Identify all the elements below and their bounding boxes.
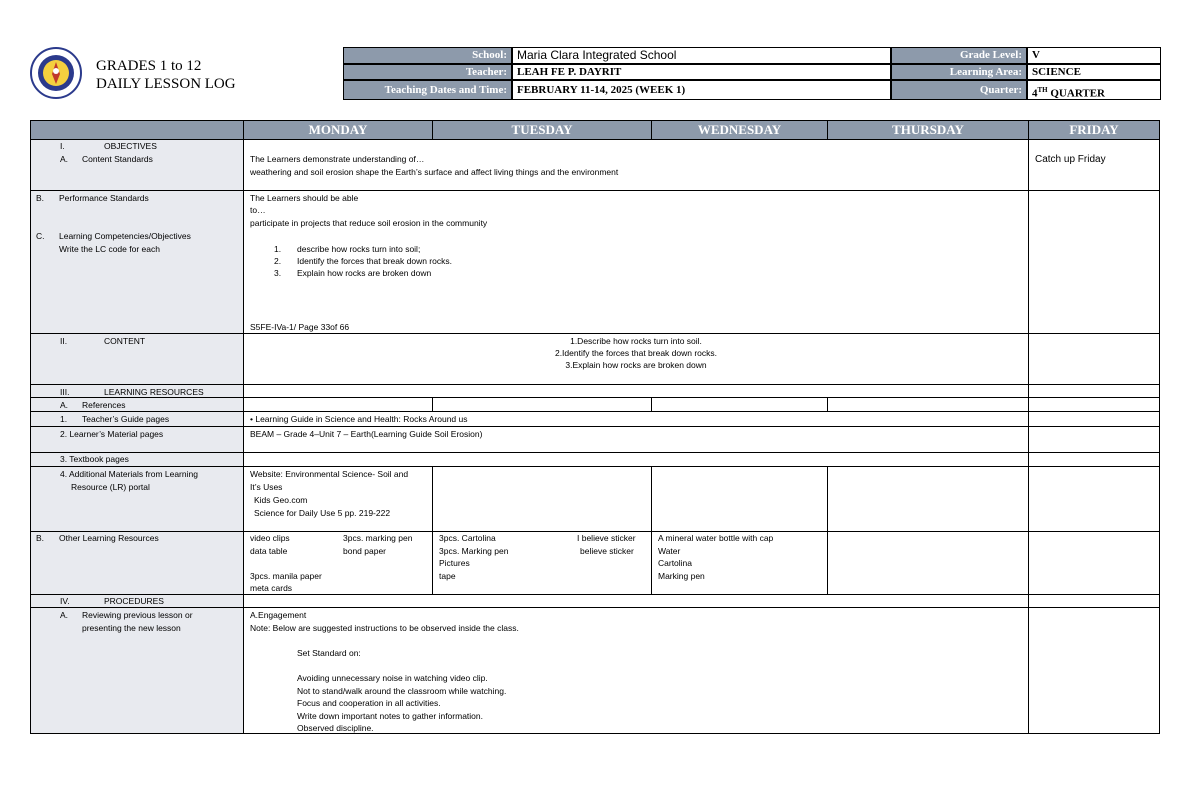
wed-resource: Water — [658, 546, 681, 556]
performance-standards-num: B. — [36, 193, 45, 203]
textbook-label: 3. Textbook pages — [60, 454, 129, 464]
reviewing-label1: Reviewing previous lesson or — [82, 610, 193, 620]
other-resources-num: B. — [36, 533, 45, 543]
reviewing-num: A. — [60, 610, 69, 620]
additional-label1: 4. Additional Materials from Learning — [60, 469, 198, 479]
competencies-label1: Learning Competencies/Objectives — [59, 231, 191, 241]
additional-line3: Kids Geo.com — [254, 495, 308, 505]
additional-line4: Science for Daily Use 5 pp. 219-222 — [254, 508, 391, 518]
wed-resource: Cartolina — [658, 558, 693, 568]
mon-resource: meta cards — [250, 583, 293, 593]
objectives-num: I. — [60, 141, 65, 151]
resources-num: III. — [60, 387, 70, 397]
reviewing-label2: presenting the new lesson — [82, 623, 181, 633]
content-line1: 1.Describe how rocks turn into soil. — [570, 336, 702, 346]
additional-label2: Resource (LR) portal — [71, 482, 150, 492]
performance-standards-line1: The Learners should be able — [250, 193, 359, 203]
teacher-value: LEAH FE P. DAYRIT — [512, 64, 891, 80]
teachers-guide-num: 1. — [60, 414, 68, 424]
references-num: A. — [60, 400, 69, 410]
references-label: References — [82, 400, 126, 410]
dates-value: FEBRUARY 11-14, 2025 (WEEK 1) — [512, 80, 891, 100]
learning-area-value: SCIENCE — [1027, 64, 1161, 80]
procedures-num: IV. — [60, 596, 70, 606]
reviewing-line1: A.Engagement — [250, 610, 307, 620]
content-line2: 2.Identify the forces that break down rocks. — [554, 348, 718, 358]
tue-resource: tape — [439, 571, 456, 581]
school-value: Maria Clara Integrated School — [512, 47, 891, 64]
competency-item-text: Explain how rocks are broken down — [297, 268, 432, 278]
reviewing-bullet: Not to stand/walk around the classroom while watching. — [297, 686, 507, 696]
tue-resource: Pictures — [439, 558, 470, 568]
competency-code: S5FE-IVa-1/ Page 33of 66 — [250, 322, 350, 332]
reviewing-bullet: Focus and cooperation in all activities. — [297, 698, 441, 708]
learners-material-value: BEAM – Grade 4–Unit 7 – Earth(Learning Guide Soil Erosion) — [250, 429, 483, 439]
day-header-wednesday: WEDNESDAY — [652, 121, 827, 139]
competency-item-num: 3. — [274, 268, 282, 278]
wed-resource: Marking pen — [658, 571, 705, 581]
mon-resource-b: bond paper — [343, 546, 387, 556]
additional-line1: Website: Environmental Science- Soil and — [250, 469, 409, 479]
wed-resource: A mineral water bottle with cap — [658, 533, 774, 543]
reviewing-bullet: Observed discipline. — [297, 723, 374, 733]
reviewing-bullet: Write down important notes to gather information. — [297, 711, 483, 721]
resources-label: LEARNING RESOURCES — [104, 387, 204, 397]
learning-area-label: Learning Area: — [891, 64, 1027, 80]
content-standards-line2: weathering and soil erosion shape the Earth’s surface and affect living things and the environment — [250, 167, 619, 177]
teacher-label: Teacher: — [343, 64, 512, 80]
competency-item-num: 1. — [274, 244, 282, 254]
performance-standards-line3: participate in projects that reduce soil erosion in the community — [250, 218, 488, 228]
day-header-monday: MONDAY — [244, 121, 432, 139]
procedures-label: PROCEDURES — [104, 596, 164, 606]
competency-item-num: 2. — [274, 256, 282, 266]
content-label: CONTENT — [104, 336, 146, 346]
tue-resource-b: I believe sticker — [577, 533, 636, 543]
additional-line2: It’s Uses — [250, 482, 283, 492]
tue-resource: 3pcs. Marking pen — [439, 546, 509, 556]
competency-item-text: Identify the forces that break down rocks. — [297, 256, 452, 266]
quarter-value: 4TH QUARTER — [1027, 80, 1161, 100]
title-grades: GRADES 1 to 12 — [96, 58, 202, 74]
deped-seal-logo — [30, 47, 82, 99]
day-header-tuesday: TUESDAY — [433, 121, 651, 139]
title-daily-lesson-log: DAILY LESSON LOG — [96, 76, 236, 92]
content-line3: 3.Explain how rocks are broken down — [565, 360, 707, 370]
dates-label: Teaching Dates and Time: — [343, 80, 512, 100]
day-header-thursday: THURSDAY — [828, 121, 1028, 139]
grade-level-value: V — [1027, 47, 1161, 64]
competency-item-text: describe how rocks turn into soil; — [297, 244, 421, 254]
competencies-num: C. — [36, 231, 45, 241]
content-num: II. — [60, 336, 68, 346]
reviewing-line3: Set Standard on: — [297, 648, 361, 658]
quarter-label: Quarter: — [891, 80, 1027, 100]
day-header-friday: FRIDAY — [1029, 121, 1159, 139]
mon-resource: video clips — [250, 533, 290, 543]
mon-resource: data table — [250, 546, 288, 556]
mon-resource-b: 3pcs. marking pen — [343, 533, 413, 543]
learners-material-label: 2. Learner’s Material pages — [60, 429, 164, 439]
objectives-label: OBJECTIVES — [104, 141, 157, 151]
performance-standards-label: Performance Standards — [59, 193, 149, 203]
performance-standards-line2: to… — [250, 205, 266, 215]
mon-resource: 3pcs. manila paper — [250, 571, 322, 581]
catch-up-friday: Catch up Friday — [1035, 154, 1106, 165]
content-standards-label: Content Standards — [82, 154, 153, 164]
school-label: School: — [343, 47, 512, 64]
teachers-guide-label: Teacher’s Guide pages — [82, 414, 170, 424]
teachers-guide-value: • Learning Guide in Science and Health: Rocks Around us — [250, 414, 468, 424]
reviewing-line2: Note: Below are suggested instructions to be observed inside the class. — [250, 623, 519, 633]
tue-resource-b: believe sticker — [580, 546, 634, 556]
reviewing-bullet: Avoiding unnecessary noise in watching video clip. — [297, 673, 488, 683]
other-resources-label: Other Learning Resources — [59, 533, 159, 543]
competencies-label2: Write the LC code for each — [59, 244, 160, 254]
tue-resource: 3pcs. Cartolina — [439, 533, 496, 543]
content-standards-line1: The Learners demonstrate understanding of… — [250, 154, 425, 164]
grade-level-label: Grade Level: — [891, 47, 1027, 64]
content-standards-num: A. — [60, 154, 69, 164]
